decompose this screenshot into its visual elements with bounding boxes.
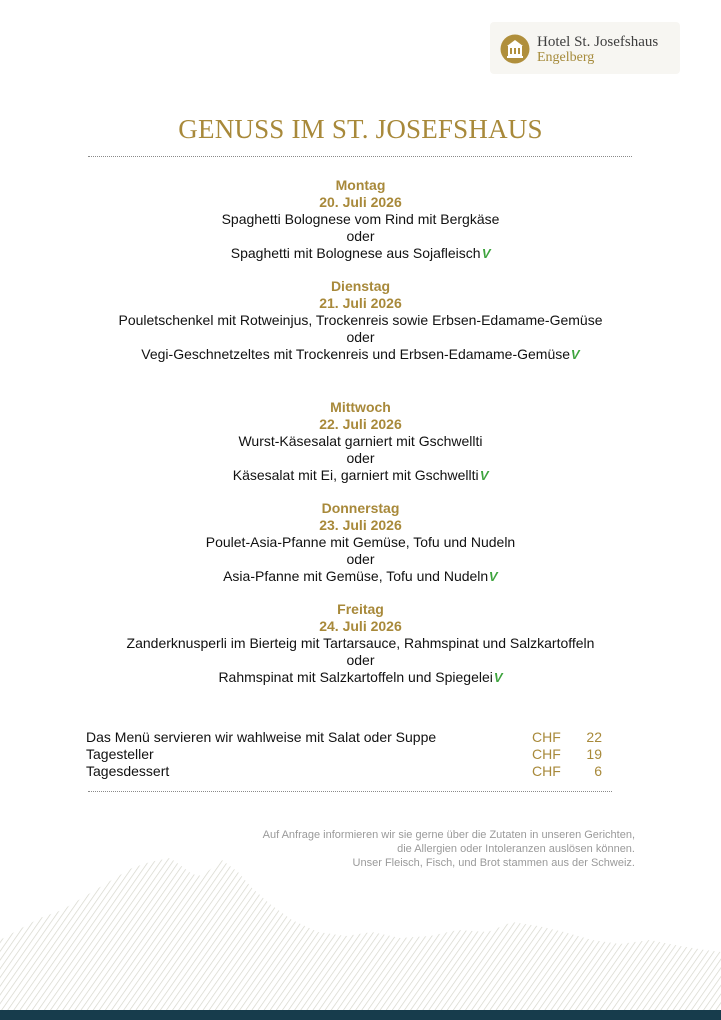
day-date: 22. Juli 2026 [319, 416, 402, 432]
vegetarian-icon: V [479, 246, 492, 261]
dish-vegetarian [0, 346, 721, 363]
hotel-name: Hotel St. Josefshaus [537, 34, 659, 50]
dish-vegetarian [0, 467, 721, 484]
price-amount: 19 [586, 746, 602, 762]
price-currency: CHF [532, 729, 561, 745]
or-separator: oder [346, 652, 375, 668]
or-separator: oder [346, 329, 375, 345]
dish-vegetarian [0, 568, 721, 585]
dish-vegetarian-text: Käsesalat mit Ei, garniert mit Gschwellti [232, 467, 479, 483]
dotted-divider-bottom [88, 791, 612, 792]
hotel-logo [490, 22, 680, 74]
dish-vegetarian [0, 669, 721, 686]
dish-vegetarian-text: Vegi-Geschnetzeltes mit Trockenreis und Erbsen-Edamame-Gemüse [141, 346, 571, 362]
hotel-location: Engelberg [537, 50, 595, 65]
note-line: Auf Anfrage informieren wir sie gerne über die Zutaten in unseren Gerichten, [262, 829, 635, 841]
day-name: Mittwoch [330, 399, 391, 415]
price-amount: 22 [586, 729, 602, 745]
note-line: Unser Fleisch, Fisch, und Brot stammen aus der Schweiz. [352, 857, 635, 869]
or-separator: oder [346, 551, 375, 567]
allergen-note [263, 828, 635, 870]
menu-day-friday [0, 601, 721, 686]
day-name: Dienstag [330, 278, 391, 294]
menu-day-wednesday [0, 399, 721, 484]
price-list [86, 729, 616, 780]
vegetarian-icon: V [477, 468, 490, 483]
vegetarian-icon: V [487, 569, 500, 584]
day-name: Montag [335, 177, 386, 193]
menu-day-thursday [0, 500, 721, 585]
day-date: 21. Juli 2026 [319, 295, 402, 311]
day-name: Freitag [337, 601, 384, 617]
vegetarian-icon: V [569, 347, 582, 362]
note-line: die Allergien oder Intoleranzen auslösen können. [397, 843, 635, 855]
vegetarian-icon: V [492, 670, 505, 685]
price-row-tagesdessert [86, 763, 616, 780]
day-date: 23. Juli 2026 [319, 517, 402, 533]
price-label: Das Menü servieren wir wahlweise mit Salat oder Suppe [86, 729, 437, 745]
menu-day-tuesday [0, 278, 721, 363]
day-date: 24. Juli 2026 [319, 618, 402, 634]
dish-vegetarian-text: Spaghetti mit Bolognese aus Sojafleisch [230, 245, 481, 261]
page-title: GENUSS IM ST. JOSEFSHAUS [178, 114, 543, 144]
dish-vegetarian [0, 245, 721, 262]
day-date: 20. Juli 2026 [319, 194, 402, 210]
dish-main: Zanderknusperli im Bierteig mit Tartarsauce, Rahmspinat und Salzkartoffeln [126, 635, 595, 651]
price-row-menu [86, 729, 616, 746]
dish-main: Spaghetti Bolognese vom Rind mit Bergkäse [221, 211, 500, 227]
dish-main: Wurst-Käsesalat garniert mit Gschwellti [238, 433, 483, 449]
day-name: Donnerstag [321, 500, 400, 516]
price-label: Tagesteller [86, 746, 154, 762]
menu-day-monday [0, 177, 721, 262]
price-amount: 6 [594, 763, 602, 779]
weekly-menu [0, 177, 721, 702]
price-currency: CHF [532, 763, 561, 779]
dish-main: Poulet-Asia-Pfanne mit Gemüse, Tofu und Nudeln [205, 534, 516, 550]
dish-vegetarian-text: Rahmspinat mit Salzkartoffeln und Spiegelei [218, 669, 493, 685]
or-separator: oder [346, 450, 375, 466]
or-separator: oder [346, 228, 375, 244]
price-row-tagesteller [86, 746, 616, 763]
dotted-divider-top [88, 156, 632, 157]
price-currency: CHF [532, 746, 561, 762]
price-label: Tagesdessert [86, 763, 170, 779]
hotel-emblem-icon [500, 34, 530, 64]
dish-vegetarian-text: Asia-Pfanne mit Gemüse, Tofu und Nudeln [223, 568, 489, 584]
footer-bar [0, 1010, 721, 1020]
dish-main: Pouletschenkel mit Rotweinjus, Trockenreis sowie Erbsen-Edamame-Gemüse [118, 312, 603, 328]
